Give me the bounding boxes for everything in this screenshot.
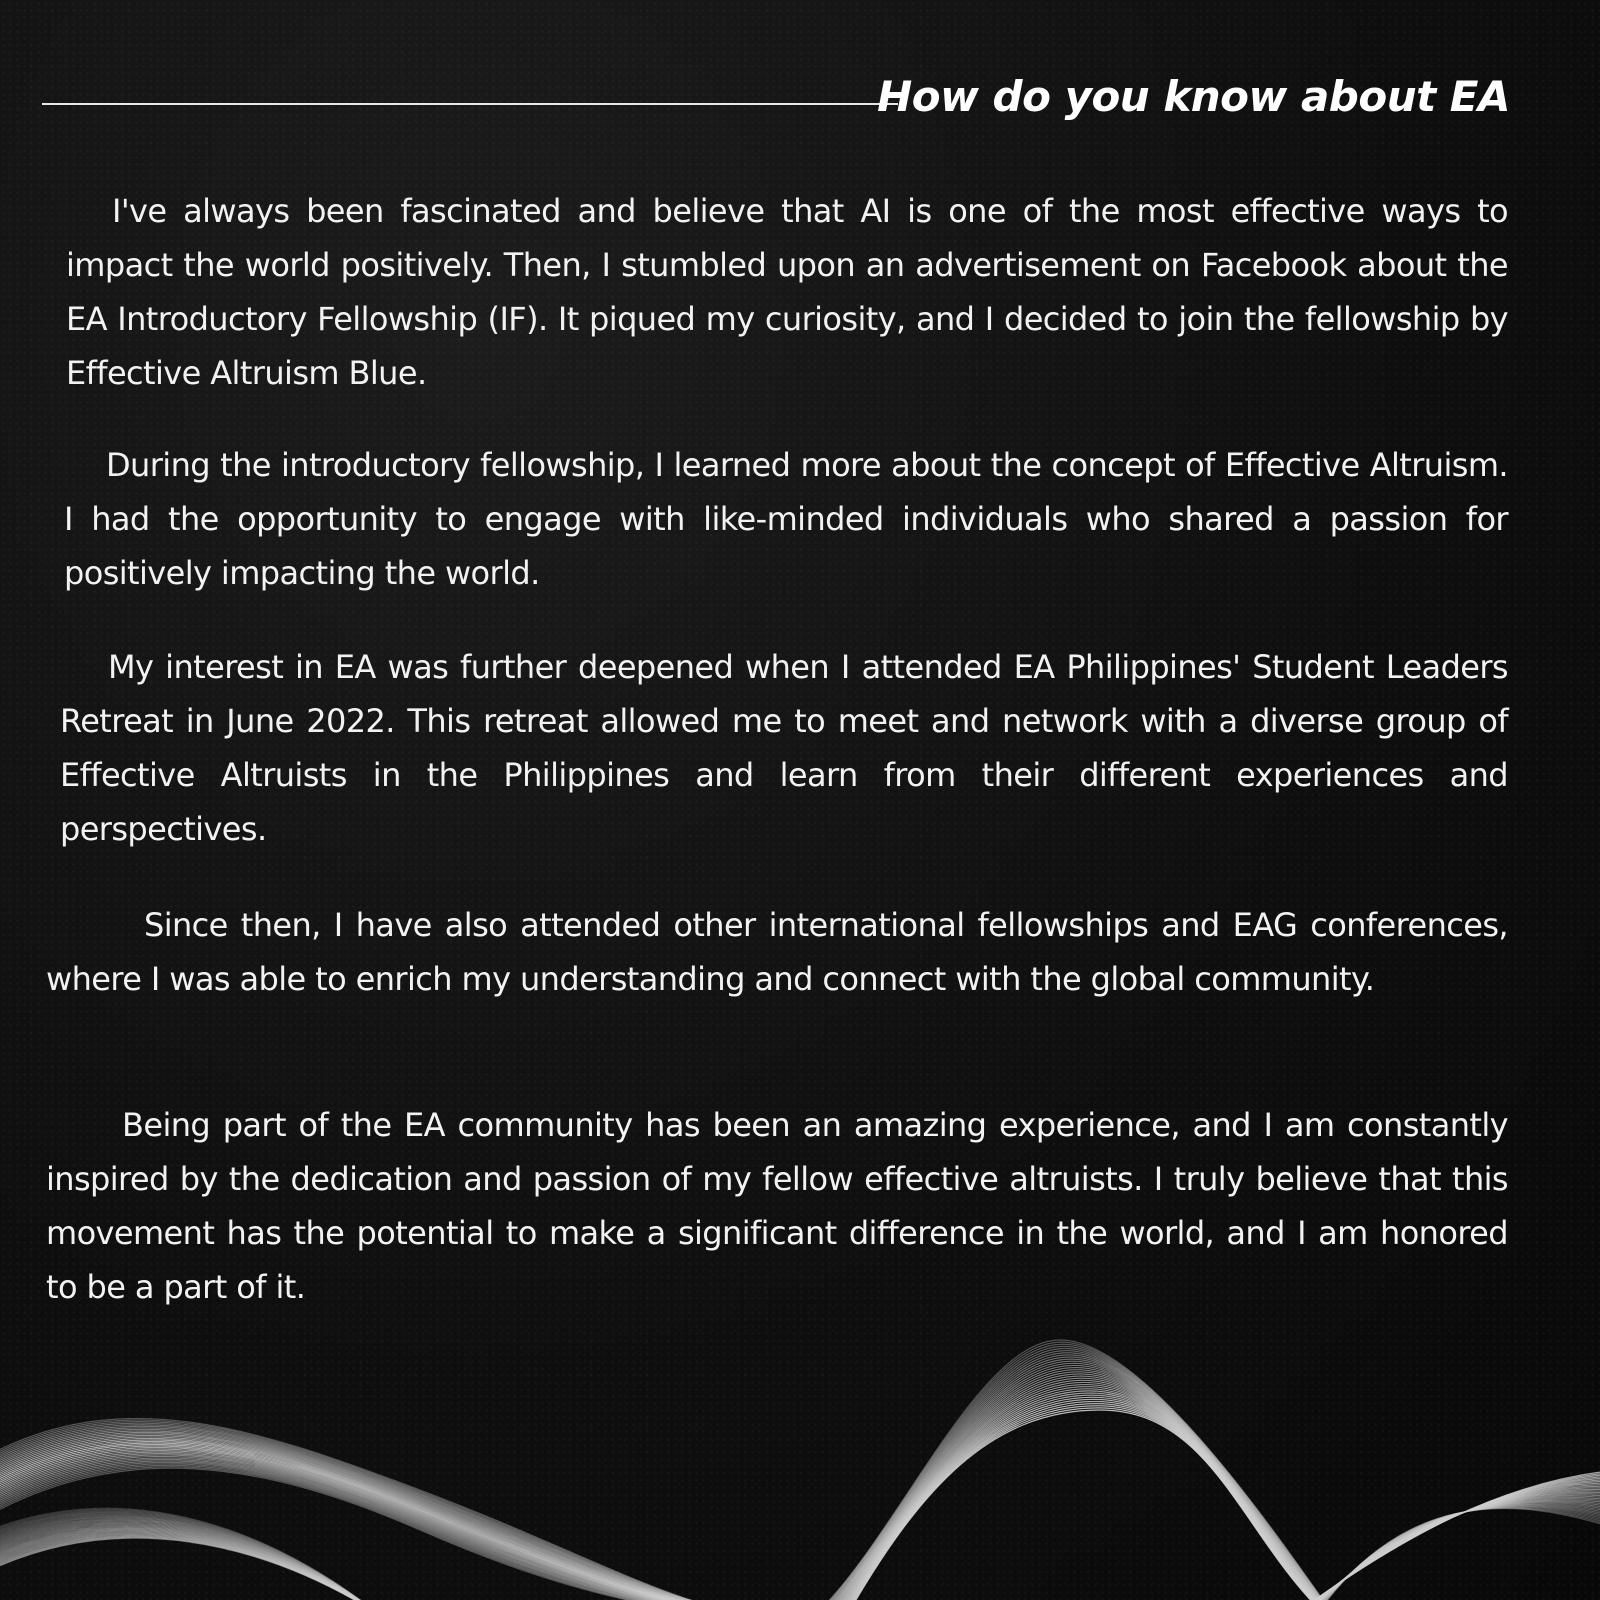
decorative-wave-lines — [0, 1330, 1600, 1600]
wave-line — [830, 1363, 1327, 1600]
wave-line — [835, 1374, 1326, 1600]
wave-line — [835, 1376, 1324, 1600]
wave-line — [1316, 1506, 1600, 1600]
wave-line — [0, 1538, 380, 1600]
wave-line — [1318, 1507, 1600, 1600]
wave-line — [1317, 1506, 1600, 1600]
wave-line — [1320, 1509, 1600, 1600]
wave-line — [1315, 1504, 1600, 1600]
wave-line — [1316, 1505, 1600, 1600]
wave-line — [1319, 1508, 1600, 1600]
paragraph-4: Since then, I have also attended other international fellowships and EAG conferences, where I was able to enrich my understanding and connect with the global community. — [46, 906, 1508, 998]
wave-line — [1313, 1502, 1600, 1600]
wave-line — [1319, 1508, 1600, 1600]
wave-line — [1315, 1504, 1600, 1600]
wave-line — [1318, 1507, 1600, 1600]
page-heading: How do you know about EA — [877, 72, 1510, 121]
header-divider-line — [42, 103, 898, 105]
paragraph-1: I've always been fascinated and believe that AI is one of the most effective ways to impact the world positively. Then, I stumbled upon an advertisement on Facebook about the EA Introductory Fellowship (IF). It piqued my curiosity, and I decided to join the fellowship by Effective Altruism Blue. — [66, 192, 1508, 392]
wave-line — [825, 1351, 1329, 1600]
paragraph-3: My interest in EA was further deepened when I attended EA Philippines' Student Leaders Retreat in June 2022. This retreat allowed me to meet and network with a diverse group of Effective Altruists in the Philippines and learn from their different experiences and perspectives. — [60, 648, 1508, 848]
wave-line — [1314, 1503, 1600, 1600]
wave-line — [824, 1348, 1329, 1600]
paragraph-2: During the introductory fellowship, I learned more about the concept of Effective Altruism. I had the opportunity to engage with like-minded individuals who shared a passion for positively impacting the world. — [64, 446, 1508, 592]
wave-line — [829, 1361, 1327, 1600]
paragraph-5: Being part of the EA community has been an amazing experience, and I am constantly inspired by the dedication and passion of my fellow effective altruists. I truly believe that this movement has the potential to make a significant difference in the world, and I am honored to be a part of it. — [46, 1106, 1508, 1306]
